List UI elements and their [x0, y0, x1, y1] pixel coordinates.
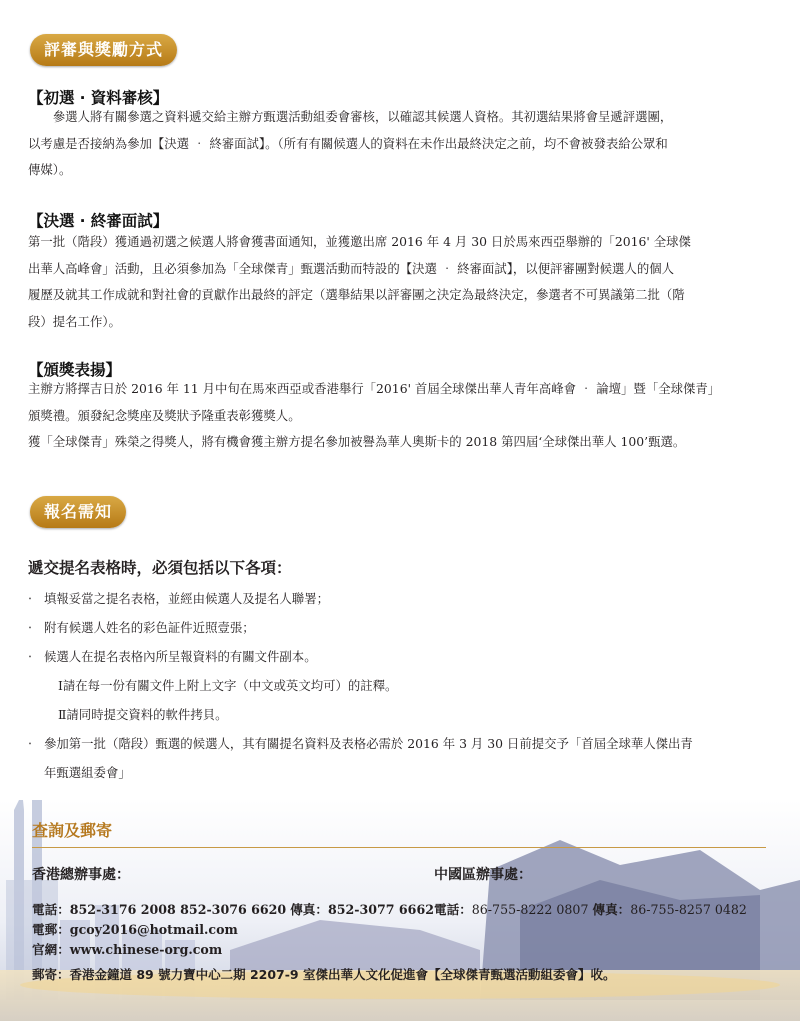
list-item-text: 候選人在提名表格內所呈報資料的有關文件副本。	[44, 649, 317, 664]
phone-label: 電話：	[32, 902, 70, 917]
bullet-icon: ‧	[28, 649, 32, 664]
text-line: 出華人高峰會」活動，且必須參加為「全球傑青」甄選活動而特設的【決選 ‧ 終審面試】，以便評審團對候選人的個人	[28, 260, 674, 276]
bullet-icon: ‧	[28, 736, 32, 751]
contact-title: 查詢及郵寄	[32, 821, 113, 840]
text-line: 以考慮是否接納為參加【決選 ‧ 終審面試】。（所有有關候選人的資料在未作出最終決定之前，均不會被發表給公眾和	[28, 135, 668, 151]
list-item	[28, 584, 788, 613]
sub-item-text: Ⅰ請在每一份有關文件上附上文字（中文或英文均可）的註釋。	[58, 678, 398, 693]
phone-label: 電話：	[434, 902, 472, 917]
bullet-icon: ‧	[28, 620, 32, 635]
paragraph-preliminary	[28, 104, 774, 184]
paragraph-award	[28, 376, 774, 456]
text-line: 參選人將有關參選之資料遞交給主辦方甄選活動組委會審核，以確認其候選人資格。其初選結果將會呈遞評選團，	[52, 109, 673, 124]
web-label: 官網：	[32, 942, 70, 957]
hk-email-line	[32, 919, 238, 938]
text-line: 頒獎禮。頒發紀念獎座及獎狀予隆重表彰獲獎人。	[28, 407, 301, 423]
fax-value: 852-3077 6662	[327, 902, 434, 917]
cn-office-name: 中國區辦事處：	[434, 867, 532, 883]
cn-phone-line	[434, 899, 747, 918]
hk-office-name: 香港總辦事處：	[32, 867, 130, 883]
list-item-continuation	[28, 758, 788, 787]
divider	[32, 847, 766, 848]
paragraph-final	[28, 229, 774, 335]
list-item-text: 填報妥當之提名表格，並經由候選人及提名人聯署；	[44, 591, 329, 606]
list-item	[28, 729, 788, 758]
sub-list-item	[28, 671, 788, 700]
email-link[interactable]: gcoy2016@hotmail.com	[69, 922, 238, 937]
heading-final: 【決選 ‧ 終審面試】	[28, 212, 169, 230]
fax-value: 86-755-8257 0482	[630, 902, 747, 917]
text-line: 傳媒）。	[28, 162, 72, 177]
hk-web-line	[32, 939, 222, 958]
heading-preliminary: 【初選 ‧ 資料審核】	[28, 89, 169, 107]
website-link[interactable]: www.chinese-org.com	[69, 942, 223, 957]
text-line: 段）提名工作）。	[28, 313, 121, 329]
hk-phone-line	[32, 899, 434, 918]
text-line: 履歷及就其工作成就和對社會的貢獻作出最終的評定（選舉結果以評審團之決定為最終決定，參選者不可異議第二批（階	[28, 287, 685, 302]
requirements-title: 遞交提名表格時，必須包括以下各項：	[28, 559, 292, 577]
phone-value: 852-3176 2008 852-3076 6620	[69, 902, 287, 917]
list-item	[28, 642, 788, 671]
sub-item-text: Ⅱ請同時提交資料的軟件拷貝。	[58, 707, 228, 722]
fax-label: 傳真：	[592, 902, 631, 917]
phone-value: 86-755-8222 0807	[471, 902, 589, 917]
email-label: 電郵：	[32, 922, 70, 937]
list-item-text: 附有候選人姓名的彩色証件近照壹張；	[44, 620, 255, 635]
bullet-icon: ‧	[28, 591, 32, 606]
section-title-judging: 評審與獎勵方式	[30, 34, 177, 66]
list-item-text: 參加第一批（階段）甄選的候選人，其有關提名資料及表格必需於 2016 年 3 月 30 日前提交予「首屆全球華人傑出青	[44, 736, 693, 751]
heading-award: 【頒獎表揚】	[28, 361, 122, 379]
list-item	[28, 613, 788, 642]
list-item-text: 年甄選組委會」	[44, 765, 131, 780]
requirements-list	[28, 584, 788, 787]
text-line: 主辦方將擇吉日於 2016 年 11 月中旬在馬來西亞或香港舉行「2016' 首屆全球傑出華人青年高峰會 ‧ 論壇」暨「全球傑青」	[28, 381, 721, 396]
mailing-address: 郵寄：香港金鐘道 89 號力寶中心二期 2207-9 室傑出華人文化促進會【全球傑青甄選活動組委會】收。	[32, 967, 616, 982]
section-title-registration: 報名需知	[30, 496, 126, 528]
text-line: 獲「全球傑青」殊榮之得獎人，將有機會獲主辦方提名參加被譽為華人奧斯卡的 2018 第四屆‘全球傑出華人 100’甄選。	[28, 434, 686, 449]
fax-label: 傳真：	[290, 902, 328, 917]
text-line: 第一批（階段）獲通過初選之候選人將會獲書面通知，並獲邀出席 2016 年 4 月 30 日於馬來西亞舉辦的「2016' 全球傑	[28, 234, 691, 249]
sub-list-item	[28, 700, 788, 729]
